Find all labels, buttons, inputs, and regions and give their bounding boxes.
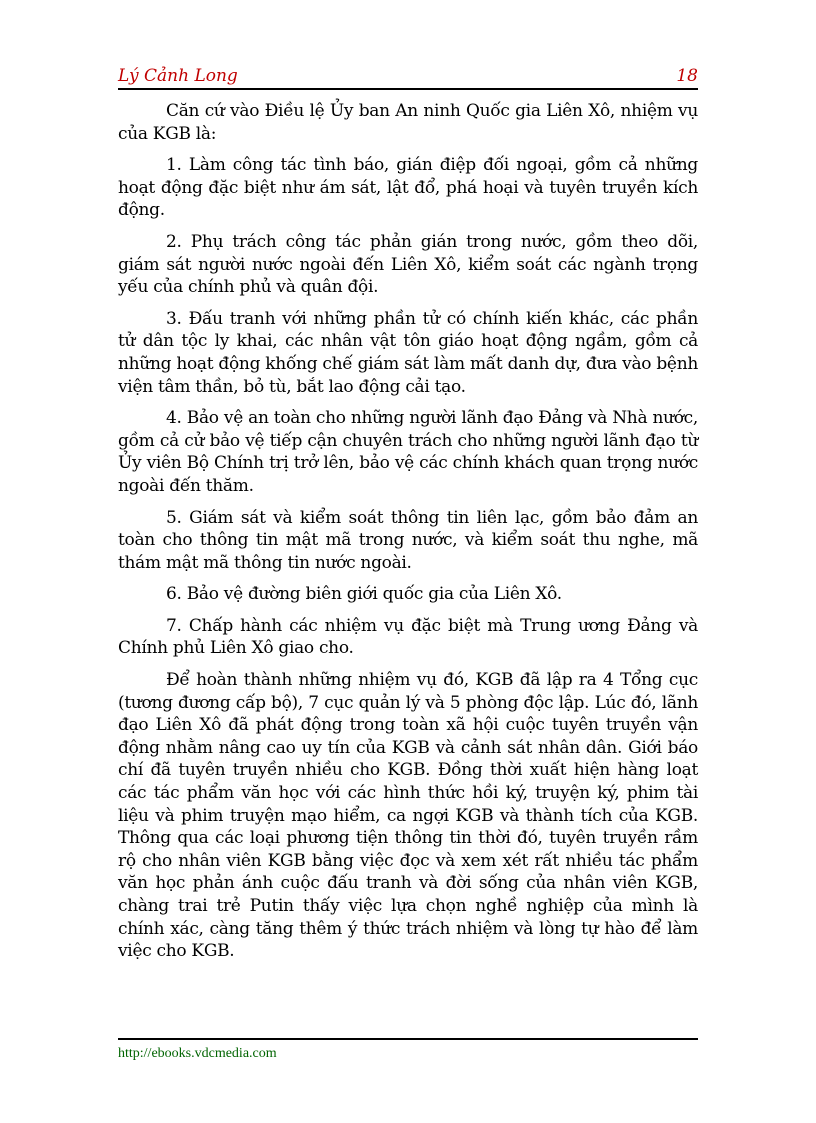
paragraph-task-3: 3. Đấu tranh với những phần tử có chính kiến khác, các phần tử dân tộc ly khai, các nhân vật tôn giáo hoạt động ngầm, gồm cả những hoạt động khống chế giám sát làm mất danh dự, đưa vào bệnh viện tâm thần, bỏ tù, bắt lao động cải tạo. — [118, 308, 698, 397]
paragraph-intro: Căn cứ vào Điều lệ Ủy ban An ninh Quốc gia Liên Xô, nhiệm vụ của KGB là: — [118, 101, 698, 144]
paragraph-task-1: 1. Làm công tác tình báo, gián điệp đối ngoại, gồm cả những hoạt động đặc biệt như ám sát, lật đổ, phá hoại và tuyên truyền kích động. — [118, 155, 698, 221]
paragraph-task-7: 7. Chấp hành các nhiệm vụ đặc biệt mà Trung ương Đảng và Chính phủ Liên Xô giao cho. — [118, 615, 698, 659]
footer-divider — [118, 1038, 698, 1040]
paragraph-task-5: 5. Giám sát và kiểm soát thông tin liên lạc, gồm bảo đảm an toàn cho thông tin mật mã trong nước, và kiểm soát thu nghe, mã thám mật mã thông tin nước ngoài. — [118, 507, 698, 573]
footer-link[interactable]: http://ebooks.vdcmedia.com — [118, 1046, 277, 1061]
header-author: Lý Cảnh Long — [118, 66, 238, 86]
header-page-number: 18 — [676, 66, 698, 86]
paragraph-task-2: 2. Phụ trách công tác phản gián trong nước, gồm theo dõi, giám sát người nước ngoài đến Liên Xô, kiểm soát các ngành trọng yếu của chính phủ và quân đội. — [118, 231, 698, 298]
page-body — [118, 100, 698, 972]
page-header — [118, 58, 698, 90]
paragraph-conclusion: Để hoàn thành những nhiệm vụ đó, KGB đã lập ra 4 Tổng cục (tương đương cấp bộ), 7 cục quản lý và 5 phòng độc lập. Lúc đó, lãnh đạo Liên Xô đã phát động trong toàn xã hội cuộc tuyên truyền vận động nhằm nâng cao uy tín của KGB và cảnh sát nhân dân. Giới báo chí đã tuyên truyền nhiều cho KGB. Đồng thời xuất hiện hàng loạt các tác phẩm văn học với các hình thức hồi ký, truyện ký, phim tài liệu và phim truyện mạo hiểm, ca ngợi KGB và thành tích của KGB. Thông qua các loại phương tiện thông tin thời đó, tuyên truyền rầm rộ cho nhân viên KGB bằng việc đọc và xem xét rất nhiều tác phẩm văn học phản ánh cuộc đấu tranh và đời sống của nhân viên KGB, chàng trai trẻ Putin thấy việc lựa chọn nghề nghiệp của mình là chính xác, càng tăng thêm ý thức trách nhiệm và lòng tự hào để làm việc cho KGB. — [118, 670, 698, 962]
paragraph-task-4: 4. Bảo vệ an toàn cho những người lãnh đạo Đảng và Nhà nước, gồm cả cử bảo vệ tiếp cận chuyên trách cho những người lãnh đạo từ Ủy viên Bộ Chính trị trở lên, bảo vệ các chính khách quan trọng nước ngoài đến thăm. — [118, 408, 698, 496]
paragraph-task-6: 6. Bảo vệ đường biên giới quốc gia của Liên Xô. — [166, 584, 562, 605]
